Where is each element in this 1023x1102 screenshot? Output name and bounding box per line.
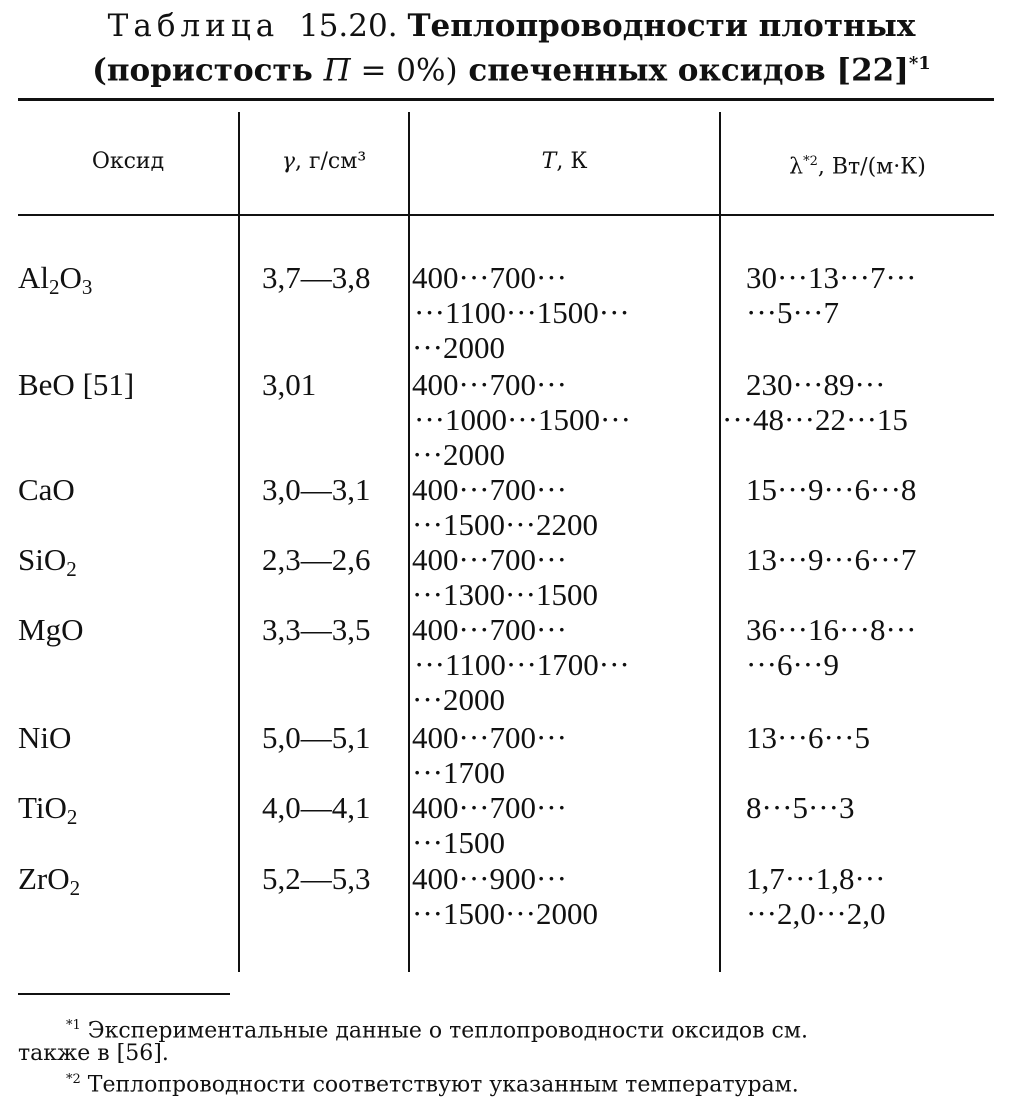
oxide-subscript: 2 [66, 557, 77, 581]
density-value: 3,0—3,1 [262, 472, 371, 507]
header-rule [18, 214, 994, 216]
temperature-line: 400···700··· [412, 720, 567, 755]
temperature-line: ···1500···2200 [412, 507, 598, 542]
table-number: 15.20. [298, 8, 398, 44]
oxide-element: O [59, 260, 82, 295]
temperature-unit: , К [556, 149, 588, 174]
title-porosity-symbol: П [323, 52, 351, 89]
oxide-name [18, 861, 80, 900]
oxide-name [18, 542, 77, 581]
oxide-base: NiO [18, 720, 72, 755]
temperature-line: 400···700··· [412, 612, 567, 647]
header-density [240, 142, 408, 182]
temperature-line: ···1500 [412, 825, 505, 860]
table-title-text: Теплопроводности плотных [407, 8, 916, 44]
footnote-2-text: Теплопроводности соответствуют указанным температурам. [87, 1072, 799, 1098]
top-rule [18, 98, 994, 101]
table-title-line-2 [0, 44, 1023, 90]
temperature-line: ···1300···1500 [412, 577, 598, 612]
temperature-line: ···2000 [412, 437, 505, 472]
footnote-1-mark: *1 [66, 1018, 81, 1033]
title-footnote-ref: *1 [908, 53, 931, 74]
oxide-base: CaO [18, 472, 75, 507]
temperature-line: 400···700··· [412, 260, 567, 295]
temperature-line: 400···700··· [412, 542, 567, 577]
conductivity-line: ···2,0···2,0 [746, 896, 886, 931]
density-value: 5,0—5,1 [262, 720, 371, 755]
oxide-base: MgO [18, 612, 84, 647]
density-value: 2,3—2,6 [262, 542, 371, 577]
footnote-2 [66, 1066, 799, 1099]
column-divider-2 [408, 112, 410, 972]
conductivity-line: 30···13···7··· [746, 260, 917, 295]
temperature-line: 400···900··· [412, 861, 567, 896]
oxide-base: ZrO [18, 861, 70, 896]
temperature-symbol: T [541, 149, 557, 174]
footnote-rule [18, 993, 230, 995]
density-value: 5,2—5,3 [262, 861, 371, 896]
conductivity-line: 15···9···6···8 [746, 472, 917, 507]
conductivity-line: 230···89··· [746, 367, 886, 402]
conductivity-line: 13···6···5 [746, 720, 870, 755]
temperature-line: ···1100···1700··· [414, 647, 630, 682]
oxide-subscript: 2 [69, 876, 81, 900]
column-divider-3 [719, 112, 721, 972]
oxide-name [18, 790, 77, 829]
temperature-line: ···1100···1500··· [414, 295, 630, 330]
title-porosity-prefix: (пористость [92, 52, 324, 89]
oxide-name [18, 367, 134, 402]
density-symbol: γ [281, 149, 295, 174]
oxide-name [18, 720, 71, 755]
conductivity-line: 8···5···3 [746, 790, 855, 825]
density-value: 3,7—3,8 [262, 260, 371, 295]
oxide-name [18, 260, 92, 299]
table-title-line-1 [0, 6, 1023, 46]
oxide-base: SiO [18, 542, 67, 577]
conductivity-line: ···48···22···15 [722, 402, 908, 437]
conductivity-line: ···5···7 [746, 295, 839, 330]
temperature-line: ···1500···2000 [412, 896, 598, 931]
density-value: 3,3—3,5 [262, 612, 371, 647]
oxide-subscript: 2 [66, 805, 78, 829]
oxide-subscript: 2 [49, 275, 60, 299]
temperature-line: 400···700··· [412, 790, 567, 825]
footnote-1-text: Экспериментальные данные о теплопроводности оксидов см. [87, 1018, 808, 1044]
conductivity-unit: , Вт/(м·К) [817, 154, 926, 180]
conductivity-line: 1,7···1,8··· [746, 861, 886, 896]
temperature-line: ···1000···1500··· [414, 402, 631, 437]
conductivity-line: 36···16···8··· [746, 612, 917, 647]
oxide-name [18, 472, 75, 507]
density-value: 4,0—4,1 [262, 790, 371, 825]
oxide-base: Al [18, 260, 49, 295]
density-unit: , г/см³ [294, 149, 367, 174]
oxide-name [18, 612, 83, 647]
title-oxides-text: спеченных оксидов [22] [457, 52, 909, 89]
table-label: Таблица [107, 8, 280, 44]
conductivity-footnote-ref: *2 [803, 154, 818, 169]
footnote-2-mark: *2 [66, 1072, 81, 1087]
column-divider-1 [238, 112, 240, 972]
oxide-base: TiO [18, 790, 67, 825]
conductivity-line: ···6···9 [746, 647, 839, 682]
oxide-base: BeO [51] [18, 367, 135, 402]
footnote-1-line-2: также в [56]. [18, 1041, 169, 1066]
header-oxide: Оксид [91, 149, 165, 174]
title-porosity-value: = 0%) [350, 52, 458, 89]
temperature-line: 400···700··· [412, 472, 567, 507]
density-value: 3,01 [262, 367, 317, 402]
temperature-line: 400···700··· [412, 367, 567, 402]
conductivity-line: 13···9···6···7 [746, 542, 917, 577]
oxide-subscript: 3 [81, 275, 93, 299]
temperature-line: ···1700 [412, 755, 505, 790]
header-conductivity [721, 142, 994, 187]
footnote-1-line-1 [66, 1012, 808, 1045]
header-temperature [410, 142, 719, 182]
temperature-line: ···2000 [412, 682, 505, 717]
temperature-line: ···2000 [412, 330, 505, 365]
conductivity-symbol: λ [789, 154, 804, 180]
